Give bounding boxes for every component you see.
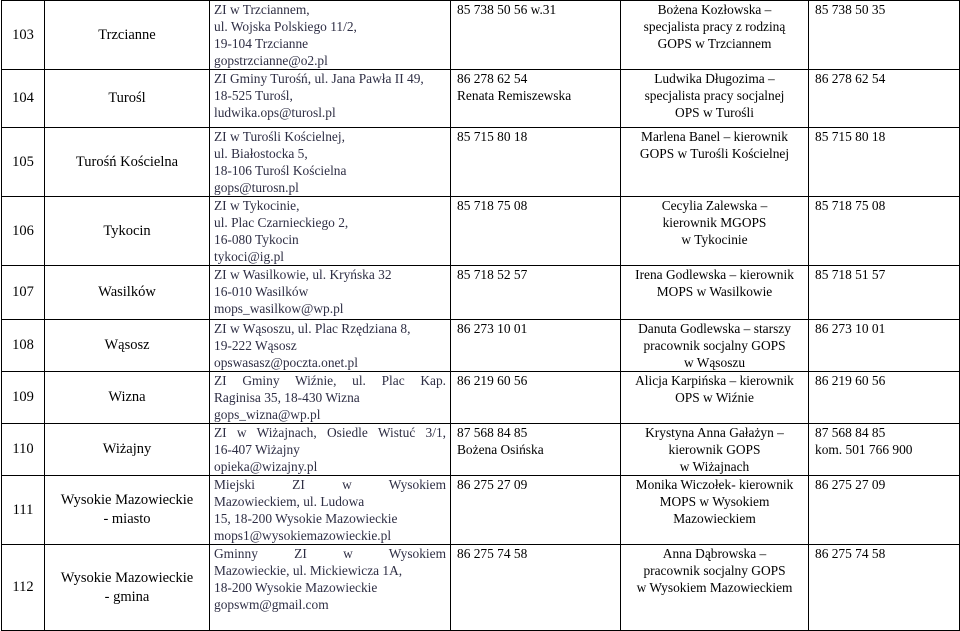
contact-line: w Wąsoszu [683,355,746,370]
table-row [2,1,960,70]
email-address: opieka@wizajny.pl [214,459,318,474]
contact-person [621,197,809,266]
row-number-text: 109 [12,389,34,405]
municipality-text: Wasilków [98,284,156,300]
row-number [2,266,45,320]
contact-phone-text: 85 738 50 35 [815,2,886,17]
contact-line: Ludwika Długozima – [654,71,775,86]
row-number [2,1,45,70]
address-line: 19-222 Wąsosz [214,338,297,353]
contact-phone [809,70,960,128]
municipality-name [45,372,210,424]
municipality-text: Wizna [108,389,146,405]
address-line: ul. Plac Czarnieckiego 2, [214,215,349,230]
municipality-text: Trzcianne [98,26,156,43]
contact-line: GOPS w Turośli Kościelnej [639,146,790,161]
email-address: gopstrzcianne@o2.pl [214,53,328,68]
office-address [210,1,451,70]
contact-line: Anna Dąbrowska – [662,546,767,561]
table-row [2,320,960,372]
address-line: ul. Wojska Polskiego 11/2, [214,19,357,34]
row-number-text: 110 [12,441,34,457]
row-number-text: 108 [12,337,34,353]
phone-number [451,320,621,372]
contact-phone-text: 86 219 60 56 [815,373,886,388]
contact-line: Cecylia Zalewska – [661,198,768,213]
contact-phone-text: kom. 501 766 900 [815,442,913,457]
contact-phone [809,476,960,545]
email-address: tykoci@ig.pl [214,249,284,264]
address-line: 16-010 Wasilków [214,284,309,299]
municipality-text: Wiżajny [102,441,152,457]
contact-phone [809,128,960,197]
municipality-text: Wysokie Mazowieckie - miasto [60,492,194,527]
contact-phone-text: 86 275 27 09 [815,477,886,492]
phone-number [451,128,621,197]
address-line: ZI w Turośli Kościelnej, [214,129,345,144]
address-line: 15, 18-200 Wysokie Mazowieckie [214,511,398,526]
office-address [210,476,451,545]
email-address: ludwika.ops@turosl.pl [214,105,336,120]
table-body [2,1,960,631]
address-line: 19-104 Trzcianne [214,36,309,51]
contact-line: kierownik GOPS [668,442,761,457]
contact-line: w Tykocinie [681,232,748,247]
contact-line: OPS w Wiźnie [675,390,754,405]
phone-number [451,476,621,545]
contact-line: MOPS w Wysokiem [659,494,770,509]
row-number-text: 107 [12,284,34,300]
contact-line: kierownik MGOPS [662,215,767,230]
contact-person [621,70,809,128]
contact-person [621,266,809,320]
table-row [2,266,960,320]
phone-text: 86 275 27 09 [457,477,528,492]
address-line: 18-106 Turośl Kościelna [214,163,347,178]
contact-phone-text: 87 568 84 85 [815,425,886,440]
contact-line: specjalista pracy socjalnej [644,88,785,103]
email-address: gopswm@gmail.com [214,597,329,612]
address-line: ul. Białostocka 5, [214,146,308,161]
contact-line: Mazowieckiem [673,511,756,526]
email-address: gops_wizna@wp.pl [214,407,321,422]
contact-line: w Wysokiem Mazowieckiem [636,580,793,595]
contact-phone-text: 86 273 10 01 [815,321,886,336]
address-line: ZI w Wąsoszu, ul. Plac Rzędziana 8, [214,321,411,336]
office-address [210,266,451,320]
address-line: ZI Gminy Turośń, ul. Jana Pawła II 49, [214,71,424,86]
address-line: Miejski ZI w Wysokiem [214,477,446,492]
address-line: Raginisa 35, 18-430 Wizna [214,390,360,405]
contact-phone [809,320,960,372]
table-row [2,545,960,631]
table-row [2,197,960,266]
address-line: 16-080 Tykocin [214,232,299,247]
email-address: mops1@wysokiemazowieckie.pl [214,528,392,543]
table-row [2,372,960,424]
contact-person [621,1,809,70]
row-number [2,545,45,631]
contact-phone [809,266,960,320]
row-number [2,424,45,476]
row-number [2,372,45,424]
phone-text: 86 278 62 54 Renata Remiszewska [457,71,572,103]
row-number-text: 103 [12,26,34,43]
municipality-text: Turośń Kościelna [75,153,179,170]
contact-phone-text: 85 715 80 18 [815,129,886,144]
phone-number [451,372,621,424]
contact-person [621,476,809,545]
phone-number [451,266,621,320]
phone-number [451,1,621,70]
phone-number [451,545,621,631]
table-row [2,476,960,545]
municipality-text: Turośl [108,90,146,106]
row-number-text: 104 [12,90,34,106]
contact-line: Krystyna Anna Gałażyn – [645,425,784,440]
contact-line: pracownik socjalny GOPS [643,563,786,578]
municipality-name [45,197,210,266]
phone-text: 86 219 60 56 [457,373,528,388]
row-number-text: 112 [12,579,34,595]
row-number [2,476,45,545]
office-address [210,372,451,424]
address-line: Gminny ZI w Wysokiem [214,546,446,561]
table-row [2,424,960,476]
contact-line: specjalista pracy z rodziną [643,19,786,34]
contact-person [621,128,809,197]
contact-person [621,372,809,424]
address-line: ZI w Tykocinie, [214,198,300,213]
municipality-name [45,1,210,70]
contact-phone-text: 85 718 51 57 [815,267,886,282]
contact-phone [809,545,960,631]
contact-phone [809,424,960,476]
municipality-name [45,128,210,197]
contacts-table [1,0,960,631]
contact-line: Irena Godlewska – kierownik [635,267,794,282]
table-row [2,70,960,128]
phone-text: 85 718 75 08 [457,198,528,213]
contact-phone-text: 85 718 75 08 [815,198,886,213]
email-address: opswasasz@poczta.onet.pl [214,355,358,370]
phone-text: 86 275 74 58 [457,546,528,561]
row-number-text: 111 [12,501,34,518]
address-line: 18-200 Wysokie Mazowieckie [214,580,378,595]
contact-phone [809,197,960,266]
phone-number [451,424,621,476]
municipality-name [45,266,210,320]
office-address [210,424,451,476]
address-line: Mazowieckiem, ul. Ludowa [214,494,365,509]
contact-line: MOPS w Wasilkowie [656,284,773,299]
contact-line: Monika Wiczołek- kierownik [635,477,794,492]
row-number [2,70,45,128]
phone-number [451,70,621,128]
phone-text: 86 273 10 01 [457,321,528,336]
row-number-text: 105 [12,153,34,170]
contact-line: Danuta Godlewska – starszy [638,321,791,336]
office-address [210,545,451,631]
row-number [2,128,45,197]
phone-text: 87 568 84 85 Bożena Osińska [457,425,544,457]
contact-phone-text: 86 278 62 54 [815,71,886,86]
phone-number [451,197,621,266]
phone-text: 85 718 52 57 [457,267,528,282]
phone-text: 85 715 80 18 [457,129,528,144]
row-number [2,197,45,266]
contact-person [621,424,809,476]
municipality-name [45,70,210,128]
contact-phone [809,1,960,70]
municipality-text: Tykocin [103,222,151,239]
contact-person [621,320,809,372]
contact-line: Alicja Karpińska – kierownik [635,373,794,388]
table-row [2,128,960,197]
contact-phone [809,372,960,424]
contact-line: GOPS w Trzciannem [657,36,772,51]
address-line: ZI w Trzciannem, [214,2,310,17]
address-line: ZI Gminy Wiźnie, ul. Plac Kap. [214,373,446,388]
office-address [210,320,451,372]
contact-phone-text: 86 275 74 58 [815,546,886,561]
address-line: 16-407 Wiżajny [214,442,300,457]
contact-person [621,545,809,631]
contact-line: Marlena Banel – kierownik [641,129,788,144]
contact-line: OPS w Turośli [675,105,754,120]
contact-line: w Wiżajnach [679,459,750,474]
address-line: Mazowieckie, ul. Mickiewicza 1A, [214,563,403,578]
email-address: gops@turosn.pl [214,180,299,195]
office-address [210,128,451,197]
email-address: mops_wasilkow@wp.pl [214,301,344,316]
municipality-text: Wysokie Mazowieckie - gmina [60,569,194,605]
municipality-name [45,476,210,545]
row-number-text: 106 [12,222,34,239]
municipality-name [45,545,210,631]
municipality-name [45,320,210,372]
municipality-name [45,424,210,476]
phone-text: 85 738 50 56 w.31 [457,2,557,17]
address-line: 18-525 Turośl, [214,88,293,103]
contact-line: pracownik socjalny GOPS [643,338,786,353]
office-address [210,70,451,128]
address-line: ZI w Wiżajnach, Osiedle Wistuć 3/1, [214,425,446,440]
municipality-text: Wąsosz [104,337,150,353]
contact-line: Bożena Kozłowska – [657,2,772,17]
row-number [2,320,45,372]
office-address [210,197,451,266]
address-line: ZI w Wasilkowie, ul. Kryńska 32 [214,267,392,282]
